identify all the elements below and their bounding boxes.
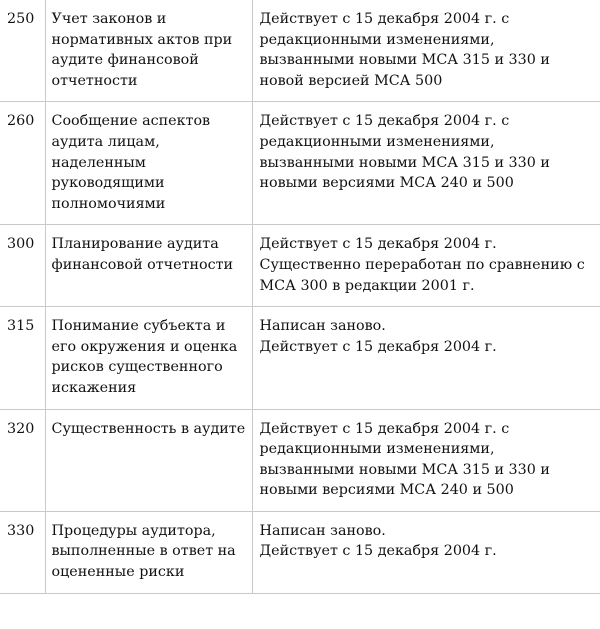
standard-title xyxy=(45,307,252,409)
standard-status xyxy=(252,225,600,307)
title-line: искажения xyxy=(51,379,137,396)
standard-title xyxy=(45,102,252,225)
standard-status xyxy=(252,307,600,409)
table-row-300 xyxy=(0,225,600,307)
table-row-250 xyxy=(0,0,600,102)
title-line: Существенность в аудите xyxy=(51,420,246,437)
standard-status xyxy=(252,511,600,593)
title-line: наделенным xyxy=(51,154,146,171)
title-line: Сообщение аспектов xyxy=(51,113,211,130)
status-line: вызванными новыми МСА 315 и 330 и xyxy=(259,154,550,171)
title-line: нормативных актов при xyxy=(51,31,233,48)
table-row-315 xyxy=(0,307,600,409)
title-line: аудита лицам, xyxy=(51,133,160,150)
table-row-320 xyxy=(0,409,600,511)
standard-title xyxy=(45,225,252,307)
title-line: отчетности xyxy=(51,72,138,89)
standard-number: 330 xyxy=(0,511,45,593)
title-line: оцененные риски xyxy=(51,564,185,581)
status-line: редакционными изменениями, xyxy=(259,31,495,48)
status-line: вызванными новыми МСА 315 и 330 и xyxy=(259,461,550,478)
standard-number: 300 xyxy=(0,225,45,307)
title-line: Учет законов и xyxy=(51,11,167,27)
status-line: Действует с 15 декабря 2004 г. xyxy=(259,543,497,560)
title-line: аудите финансовой xyxy=(51,52,199,69)
standard-status xyxy=(252,409,600,511)
standard-number: 260 xyxy=(0,102,45,225)
status-line: новыми версиями МСА 240 и 500 xyxy=(259,175,514,192)
status-line: Существенно переработан по сравнению с xyxy=(259,256,585,273)
title-line: полномочиями xyxy=(51,195,166,212)
status-line: новыми версиями МСА 240 и 500 xyxy=(259,482,514,499)
title-line: его окружения и оценка xyxy=(51,338,238,355)
title-line: руководящими xyxy=(51,175,165,192)
status-line: Действует с 15 декабря 2004 г. с xyxy=(259,420,510,437)
title-line: Планирование аудита xyxy=(51,236,219,253)
standard-number: 320 xyxy=(0,409,45,511)
standard-number: 315 xyxy=(0,307,45,409)
status-line: Написан заново. xyxy=(259,522,386,539)
status-line: Написан заново. xyxy=(259,318,386,335)
title-line: финансовой отчетности xyxy=(51,256,234,273)
status-line: Действует с 15 декабря 2004 г. с xyxy=(259,11,510,27)
status-line: редакционными изменениями, xyxy=(259,133,495,150)
status-line: Действует с 15 декабря 2004 г. xyxy=(259,338,497,355)
status-line: МСА 300 в редакции 2001 г. xyxy=(259,277,475,294)
standard-number: 250 xyxy=(0,0,45,102)
table-row-330 xyxy=(0,511,600,593)
standard-title xyxy=(45,409,252,511)
standard-title xyxy=(45,511,252,593)
title-line: выполненные в ответ на xyxy=(51,543,236,560)
title-line: Процедуры аудитора, xyxy=(51,522,216,539)
title-line: рисков существенного xyxy=(51,359,223,376)
standard-status xyxy=(252,0,600,102)
status-line: вызванными новыми МСА 315 и 330 и xyxy=(259,52,550,69)
status-line: новой версией МСА 500 xyxy=(259,72,443,89)
table-row-260 xyxy=(0,102,600,225)
standard-title xyxy=(45,0,252,102)
standard-status xyxy=(252,102,600,225)
status-line: Действует с 15 декабря 2004 г. с xyxy=(259,113,510,130)
title-line: Понимание субъекта и xyxy=(51,318,226,335)
status-line: редакционными изменениями, xyxy=(259,441,495,458)
status-line: Действует с 15 декабря 2004 г. xyxy=(259,236,497,253)
